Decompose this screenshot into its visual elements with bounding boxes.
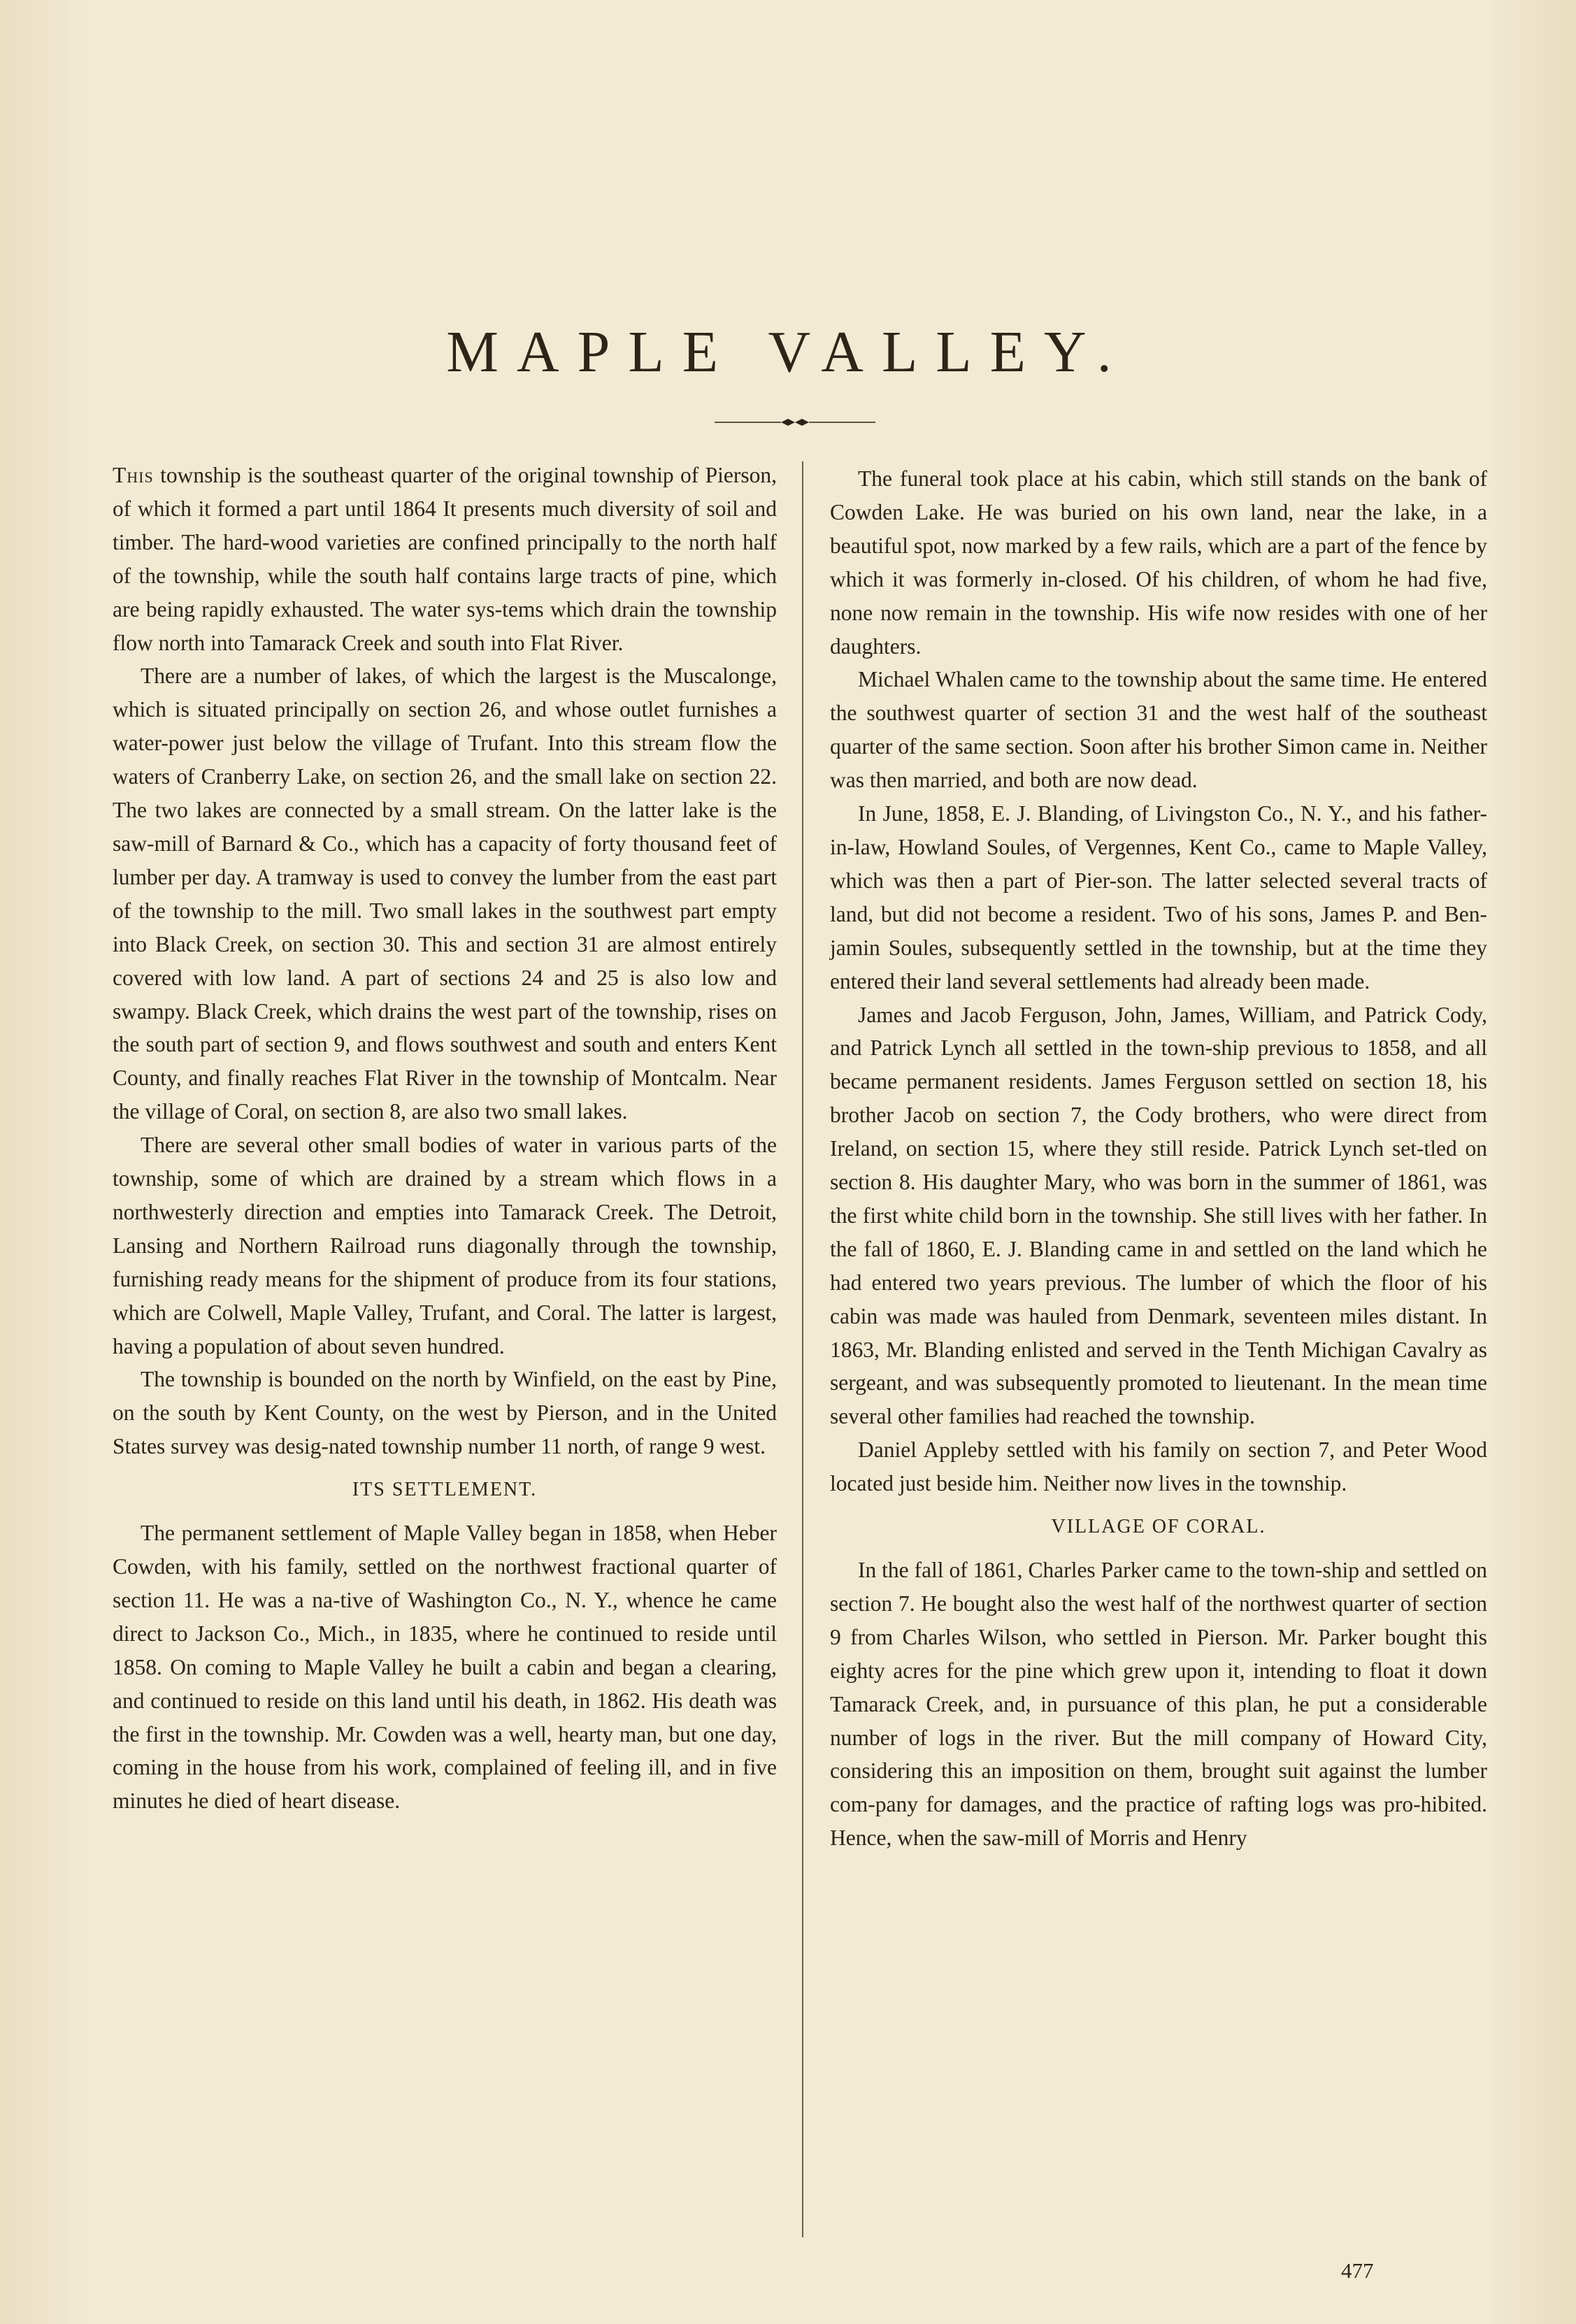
paragraph: The township is bounded on the north by Winfield, on the east by Pine, on the south by Kent County, on the west by Pierson, and in the United States survey was desig-nated township number 11 north, of range 9 west. bbox=[113, 1367, 777, 1459]
paragraph: James and Jacob Ferguson, John, James, William, and Patrick Cody, and Patrick Lynch all settled in the town-ship previous to 1858, and all became permanent residents. James Ferguson settled on section 18, his brother Jacob on section 7, the Cody brothers, who were direct from Ireland, on section 15, where they still reside. Patrick Lynch set-tled on section 8. His daughter Mary, who was born in the summer of 1861, was the first white child born in the township. She still lives with her father. In the fall of 1860, E. J. Blanding came in and settled on the land which he had entered two years previous. The lumber of which the floor of his cabin was made was hauled from Denmark, seventeen miles distant. In 1863, Mr. Blanding enlisted and served in the Tenth Michigan Cavalry as sergeant, and was subsequently promoted to lieutenant. In the mean time several other families had reached the township. bbox=[830, 1002, 1487, 1429]
page-title: MAPLE VALLEY. bbox=[446, 320, 1130, 385]
section-heading: ITS SETTLEMENT. bbox=[352, 1479, 538, 1501]
paragraph: There are a number of lakes, of which the largest is the Muscalonge, which is situated principally on section 26, and whose outlet furnishes a water-power just below the village of Trufant. Into this stream flow the waters of Cranberry Lake, on section 26, and the small lake on section 22. The two lakes are connected by a small stream. On the latter lake is the saw-mill of Barnard & Co., which has a capacity of forty thousand feet of lumber per day. A tramway is used to convey the lumber from the east part of the township to the mill. Two small lakes in the southwest part empty into Black Creek, on section 30. This and section 31 are almost entirely covered with low land. A part of sections 24 and 25 is also low and swampy. Black Creek, which drains the west part of the township, rises on the south part of section 9, and flows southwest and south and enters Kent County, and finally reaches Flat River in the township of Montcalm. Near the village of Coral, on section 8, are also two small lakes. bbox=[113, 664, 777, 1124]
paragraph-lead-word: This bbox=[113, 463, 154, 487]
paragraph: Michael Whalen came to the township about the same time. He entered the southwest quarter of section 31 and the west half of the southeast quarter of the same section. Soon after his brother Simon came in. Neither was then married, and both are now dead. bbox=[830, 667, 1487, 793]
paragraph: The funeral took place at his cabin, which still stands on the bank of Cowden Lake. He was buried on his own land, near the lake, in a beautiful spot, now marked by a few rails, which are a part of the fence by which it was formerly in-closed. Of his children, of whom he had five, none now remain in the township. His wife now resides with one of her daughters. bbox=[830, 466, 1487, 659]
column-divider bbox=[802, 461, 803, 2237]
page-number: 477 bbox=[1341, 2258, 1374, 2283]
right-column bbox=[830, 462, 1487, 1855]
paragraph: The permanent settlement of Maple Valley began in 1858, when Heber Cowden, with his family, settled on the northwest fractional quarter of section 11. He was a na-tive of Washington Co., N. Y., whence he came direct to Jackson Co., Mich., in 1835, where he continued to reside until 1858. On coming to Maple Valley he built a cabin and began a clearing, and continued to reside on this land until his death, in 1862. His death was the first in the township. Mr. Cowden was a well, hearty man, but one day, coming in the house from his work, complained of feeling ill, and in five minutes he died of heart disease. bbox=[113, 1521, 777, 1814]
paragraph-text: township is the southeast quarter of the original township of Pierson, of which it formed a part until 1864 It presents much diversity of soil and timber. The hard-wood varieties are confined principally to the north half of the township, while the south half contains large tracts of pine, which are being rapidly exhausted. The water sys-tems which drain the township flow north into Tamarack Creek and south into Flat River. bbox=[113, 463, 777, 655]
paragraph: In June, 1858, E. J. Blanding, of Livingston Co., N. Y., and his father-in-law, Howland Soules, of Vergennes, Kent Co., came to Maple Valley, which was then a part of Pier-son. The latter selected several tracts of land, but did not become a resident. Two of his sons, James P. and Ben-jamin Soules, subsequently settled in the township, but at the time they entered their land several settlements had already been made. bbox=[830, 801, 1487, 994]
paragraph: In the fall of 1861, Charles Parker came to the town-ship and settled on section 7. He bought also the west half of the northwest quarter of section 9 from Charles Wilson, who settled in Pierson. Mr. Parker bought this eighty acres for the pine which grew upon it, intending to float it down Tamarack Creek, and, in pursuance of this plan, he put a considerable number of logs in the river. But the mill company of Howard City, considering this an imposition on them, brought suit against the lumber com-pany for damages, and the practice of rafting logs was pro-hibited. Hence, when the saw-mill of Morris and Henry bbox=[830, 1558, 1487, 1851]
paragraph bbox=[113, 459, 777, 659]
paragraph: There are several other small bodies of water in various parts of the township, some of which are drained by a stream which flows in a northwesterly direction and empties into Tamarack Creek. The Detroit, Lansing and Northern Railroad runs diagonally through the township, furnishing ready means for the shipment of produce from its four stations, which are Colwell, Maple Valley, Trufant, and Coral. The latter is largest, having a population of about seven hundred. bbox=[113, 1133, 777, 1358]
section-heading: VILLAGE OF CORAL. bbox=[1051, 1516, 1266, 1538]
paragraph: Daniel Appleby settled with his family on section 7, and Peter Wood located just beside him. Neither now lives in the township. bbox=[830, 1437, 1487, 1496]
left-column bbox=[113, 459, 777, 1818]
title-ornament bbox=[715, 415, 875, 429]
